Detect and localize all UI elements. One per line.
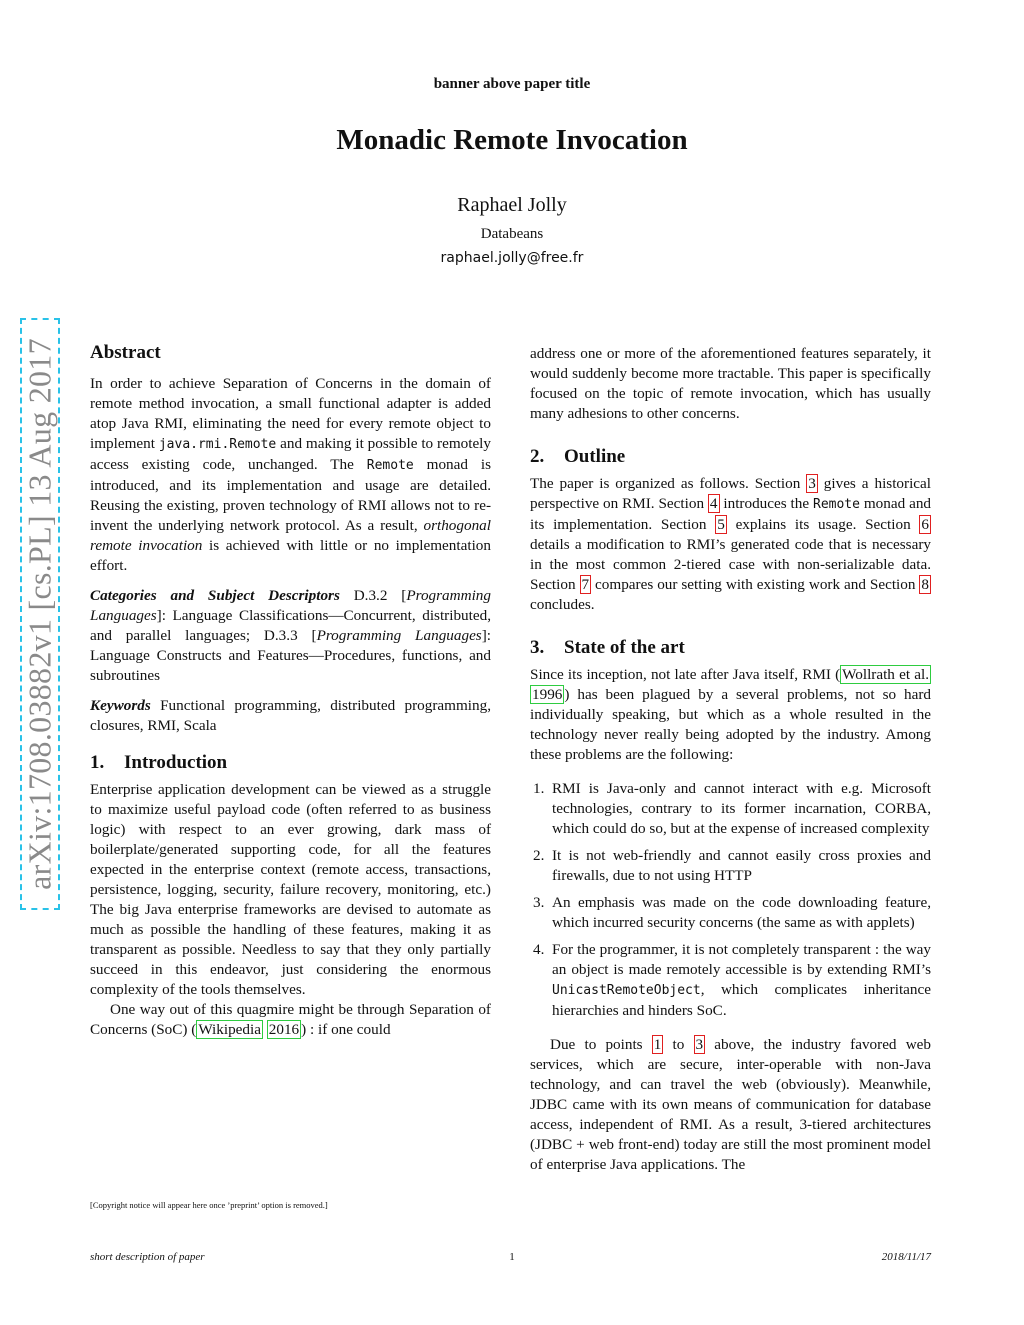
- page-number: 1: [509, 1251, 515, 1263]
- footer-description: short description of paper: [90, 1251, 205, 1263]
- paper-title: Monadic Remote Invocation: [336, 124, 688, 156]
- right-column: [530, 344, 931, 1175]
- intro-paragraph-2: One way out of this quagmire might be through Separation of Concerns (SoC) ( Wikipedia 2016 ) : if one could: [90, 1001, 491, 1038]
- list-item: 2. It is not web-friendly and cannot easily cross proxies and firewalls, due to not using HTTP: [533, 847, 931, 884]
- banner: banner above paper title: [433, 76, 591, 92]
- citation-wollrath[interactable]: Wollrath et al.: [842, 666, 929, 683]
- ref-item-1[interactable]: 1: [653, 1036, 662, 1053]
- state-heading: 3. State of the art: [530, 637, 685, 658]
- right-top-paragraph: address one or more of the aforementioned features separately, it would suddenly become more tractable. This paper is specifically focused on the topic of remote invocation, which has usually many adhesions to other concerns.: [530, 345, 931, 422]
- citation-wikipedia[interactable]: Wikipedia: [198, 1021, 261, 1038]
- keywords-text: Keywords Functional programming, distributed programming, closures, RMI, Scala: [90, 697, 491, 734]
- list-item: 4. For the programmer, it is not completely transparent : the way an object is made remotely accessible is by extending RMI’s UnicastRemoteObject, which complicates inheritance hierarchies and hinders SoC.: [533, 941, 931, 1019]
- list-item: 1. RMI is Java-only and cannot interact with e.g. Microsoft technologies, contrary to its former incarnation, CORBA, which could do so, but at the expense of increased complexity: [533, 780, 931, 837]
- state-paragraph: Since its inception, not late after Java itself, RMI ( Wollrath et al. 1996 ) has been plagued by a several problems, not so hard individually speaking, but which as a whole resulted in the technology never really being adopted by the industry. Among these problems are the following:: [530, 666, 931, 763]
- ref-section-4[interactable]: 4: [709, 495, 718, 512]
- list-item: 3. An emphasis was made on the code downloading feature, which incurred security concerns (the same as with applets): [533, 894, 931, 931]
- author-email[interactable]: raphael.jolly@free.fr: [440, 250, 584, 266]
- ref-section-8[interactable]: 8: [921, 576, 929, 593]
- outline-paragraph: The paper is organized as follows. Section 3 gives a historical perspective on RMI. Section 4 introduces the Remote monad and its implementation. Section 5 explains its usage. Section 6 details a modification to RMI’s generated code that is necessary in the most common 2-tiered case with non-serializable data. Section 7 compares our setting with existing work and Section 8 concludes.: [530, 475, 932, 613]
- categories-text: Categories and Subject Descriptors D.3.2 [Programming Languages]: Language Classifications—Concurrent, distributed, and parallel languages; D.3.3 [Programming Languages]: Language Constructs and Features—Procedures, functions, and subroutines: [90, 587, 491, 684]
- footer-date: 2018/11/17: [881, 1251, 931, 1263]
- problem-list: [530, 779, 931, 1021]
- ref-section-3[interactable]: 3: [808, 475, 816, 492]
- arxiv-stamp[interactable]: arXiv:1708.03882v1 [cs.PL] 13 Aug 2017: [21, 338, 58, 890]
- copyright-notice: [Copyright notice will appear here once ’preprint’ option is removed.]: [90, 1200, 328, 1210]
- citation-wikipedia-year[interactable]: 2016: [268, 1021, 300, 1038]
- ref-section-5[interactable]: 5: [717, 516, 725, 533]
- outline-heading: 2. Outline: [530, 446, 626, 467]
- author-name: Raphael Jolly: [457, 194, 567, 216]
- intro-paragraph-1: Enterprise application development can be viewed as a struggle to maximize useful payload code (often referred to as business logic) with respect to an ever growing, dark mass of boilerplate/generated supporting code, for all the features expected in the enterprise context (remote access, transactions, persistence, logging, security, failure recovery, monitoring, etc.) The big Java enterprise frameworks are devised to automate as much as possible the handling of these features, making it as transparent as possible. Needless to say that they only partially succeed in this endeavor, just considering the enormous complexity of the tools themselves.: [90, 781, 491, 998]
- abstract-text: In order to achieve Separation of Concerns in the domain of remote method invocation, a small functional adapter is added atop Java RMI, eliminating the need for every remote object to implement java.rmi.Remote and making it possible to remotely access existing code, unchanged. The Remote monad is introduced, and its implementation and usage are detailed. Reusing the existing, proven technology of RMI allows not to re-invent the underlying network protocol. As a result, orthogonal remote invocation is achieved with little or no implementation effort.: [90, 375, 491, 574]
- citation-wollrath-year[interactable]: 1996: [532, 686, 563, 703]
- state-conclusion-paragraph: Due to points 1 to 3 above, the industry favored web services, which are secure, inter-operable with non-Java technology, and can travel the web (obviously). Meanwhile, JDBC came with its own means of communication for database access, independent of RMI. As a result, 3-tiered architectures (JDBC + web front-end) today are still the most prominent model of enterprise Java applications. The: [530, 1036, 931, 1173]
- intro-heading: 1. Introduction: [90, 752, 228, 773]
- author-affiliation: Databeans: [480, 226, 544, 242]
- ref-section-7[interactable]: 7: [581, 576, 590, 593]
- left-column: [90, 340, 491, 1040]
- ref-section-6[interactable]: 6: [921, 516, 929, 533]
- abstract-heading: Abstract: [90, 342, 161, 363]
- ref-item-3[interactable]: 3: [695, 1036, 704, 1053]
